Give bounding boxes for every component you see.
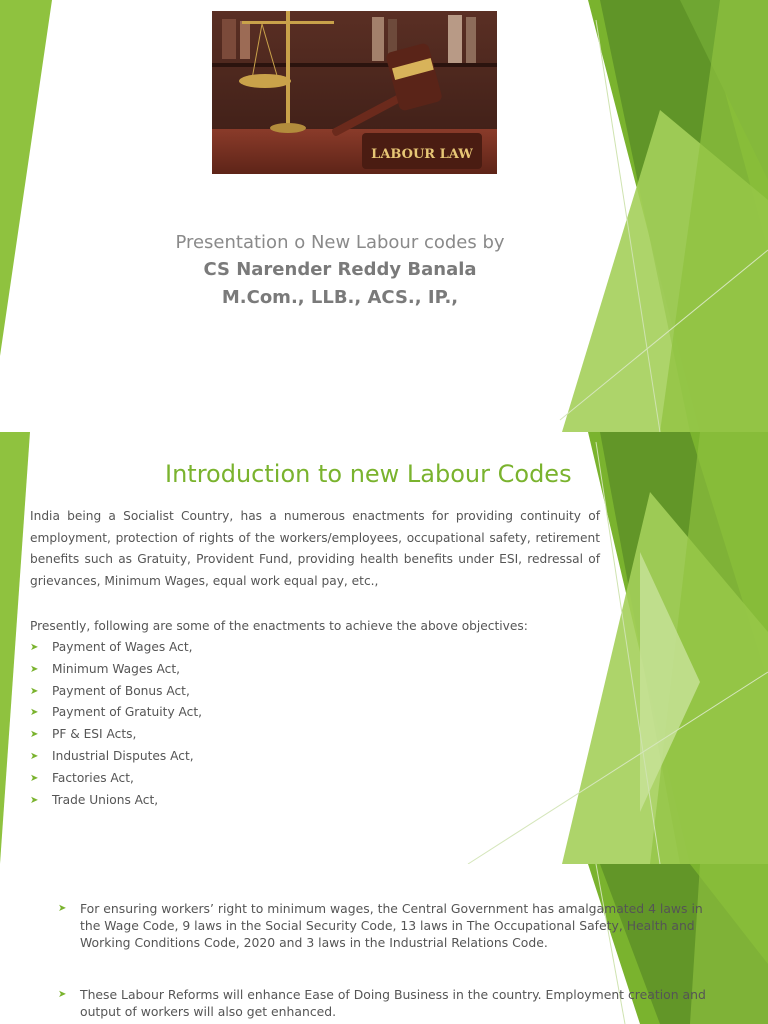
right-arrowhead-icon: ➤ xyxy=(30,729,39,741)
list-item: ➤ Payment of Wages Act, xyxy=(30,637,202,659)
right-arrowhead-icon: ➤ xyxy=(58,903,67,914)
list-item: ➤ Trade Unions Act, xyxy=(30,790,202,812)
title-block xyxy=(140,230,540,312)
author-credentials: M.Com., LLB., ACS., IP., xyxy=(221,287,459,308)
right-arrowhead-icon: ➤ xyxy=(30,707,39,719)
author-name: CS Narender Reddy Banala xyxy=(203,259,477,280)
right-arrowhead-icon: ➤ xyxy=(30,750,39,762)
list-item: ➤ PF & ESI Acts, xyxy=(30,724,202,746)
list-item: ➤ Industrial Disputes Act, xyxy=(30,746,202,768)
intro-paragraph: India being a Socialist Country, has a numerous enactments for providing continuity of employment, protection of rights of the workers/employees, occupational safety, retirement benefits such as Gratuity, Provident Fund, providing health benefits under ESI, redressal of grievances, Minimum Wages, equal work equal pay, etc., xyxy=(30,509,600,588)
right-arrowhead-icon: ➤ xyxy=(30,663,39,675)
list-item: ➤ Payment of Gratuity Act, xyxy=(30,702,202,724)
plaque-text: LABOUR LAW xyxy=(371,147,473,162)
slide-title xyxy=(0,0,768,432)
enactments-list xyxy=(30,637,202,811)
enactments-lead: Presently, following are some of the enactments to achieve the above objectives: xyxy=(30,619,528,633)
right-arrowhead-icon: ➤ xyxy=(30,772,39,784)
list-item: ➤ Minimum Wages Act, xyxy=(30,659,202,681)
slide-introduction xyxy=(0,432,768,864)
slide-labour-reforms xyxy=(0,864,768,1024)
right-arrowhead-icon: ➤ xyxy=(30,642,39,653)
list-item: ➤ Factories Act, xyxy=(30,768,202,790)
right-arrowhead-icon: ➤ xyxy=(58,988,67,1000)
list-item: ➤ For ensuring workers’ right to minimum wages, the Central Government has amalgamated 4 laws in the Wage Code, 9 laws in the Social Security Code, 13 laws in The Occupational Safety, Health and Working Conditions Code, 2020 and 3 laws in the Industrial Relations Code. xyxy=(58,901,703,951)
right-arrowhead-icon: ➤ xyxy=(30,794,39,806)
labour-law-photo xyxy=(212,11,497,174)
slide-title: Introduction to new Labour Codes xyxy=(165,460,572,488)
list-item: ➤ These Labour Reforms will enhance Ease of Doing Business in the country. Employment creation and output of workers will also get enhanced. xyxy=(58,986,706,1019)
reforms-list xyxy=(58,900,713,1020)
list-item: ➤ Payment of Bonus Act, xyxy=(30,681,202,703)
presentation-subtitle: Presentation o New Labour codes by xyxy=(175,232,505,253)
right-arrowhead-icon: ➤ xyxy=(30,685,39,697)
